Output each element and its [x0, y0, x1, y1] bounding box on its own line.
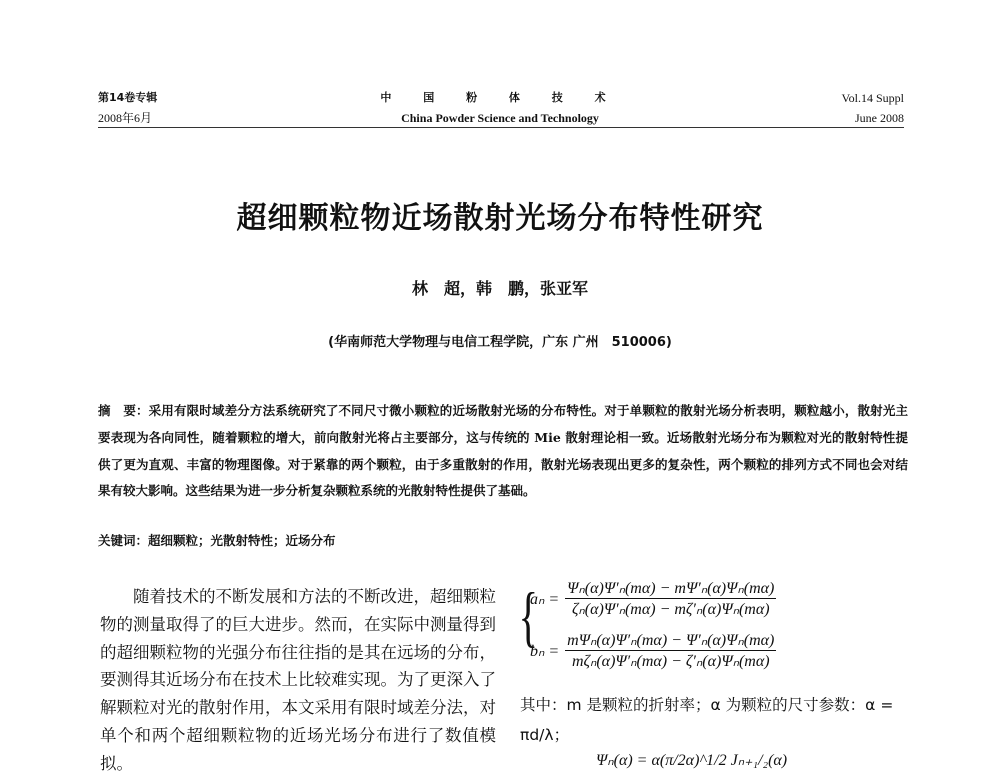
journal-volume-en — [842, 88, 904, 128]
authors: 林 超，韩 鹏，张亚军 — [411, 279, 588, 298]
a-numerator: Ψₙ(α)Ψ′ₙ(mα) − mΨ′ₙ(α)Ψₙ(mα) — [567, 580, 775, 597]
abstract-text: 采用有限时域差分方法系统研究了不同尺寸微小颗粒的近场散射光场的分布特性。对于单颗粒的散射光场分析表明，颗粒越小，散射光主要表现为各向同性，随着颗粒的增大，前向散射光将占主要部分，这与传统的 Mie 散射理论相一致。近场散射光场分布为颗粒对光的散射特性提供了更为直观、丰富的物理图像。对于紧靠的两个颗粒，由于多重散射的作用，散射光场表现出更多的复杂性，两个颗粒的排列方式不同也会对结果有较大影响。这些结果为进一步分析复杂颗粒系统的光散射特性提供了基础。 — [98, 403, 908, 499]
variable-definitions: 其中：m 是颗粒的折射率；α 为颗粒的尺寸参数：α = πd/λ； — [520, 696, 894, 744]
b-lhs: bₙ = — [530, 642, 560, 660]
psi-definition-equation: Ψₙ(α) = α(π/2α)^1/2 Jₙ₊₁/₂(α) — [596, 752, 788, 769]
paper-title: 超细颗粒物近场散射光场分布特性研究 — [236, 201, 764, 236]
keywords — [98, 531, 336, 549]
intro-paragraph: 随着技术的不断发展和方法的不断改进，超细颗粒物的测量取得了的巨大进步。然而，在实际中测量得到的超细颗粒物的光强分布往往指的是其在远场的分布，要测得其近场分布在技术上比较难实现。为了更深入了解颗粒对光的散射作用，本文采用有限时域差分法，对单个和两个超细颗粒物的近场光场分布进行了数值模拟。 — [100, 587, 496, 773]
volume-label: 第14卷专辑 — [98, 91, 158, 104]
abstract-label: 摘 要： — [98, 403, 149, 418]
journal-name-cn: 中 国 粉 体 技 术 — [380, 91, 620, 104]
affiliation: (华南师范大学物理与电信工程学院，广东 广州 510006) — [328, 335, 672, 350]
body-left-column — [100, 583, 496, 773]
date-en: June 2008 — [855, 111, 904, 125]
abstract — [98, 398, 908, 505]
b-denominator: mζₙ(α)Ψ′ₙ(mα) − ζ′ₙ(α)Ψₙ(mα) — [571, 653, 770, 670]
issue-date: 2008年6月 — [98, 111, 153, 125]
a-denominator: ζₙ(α)Ψ′ₙ(mα) − mζ′ₙ(α)Ψₙ(mα) — [571, 601, 770, 618]
journal-name-en: China Powder Science and Technology — [401, 111, 599, 125]
a-lhs: aₙ = — [530, 590, 560, 608]
equation-brace: { — [518, 578, 539, 654]
volume-en: Vol.14 Suppl — [841, 91, 904, 105]
header-rule — [98, 127, 904, 128]
b-numerator: mΨₙ(α)Ψ′ₙ(mα) − Ψ′ₙ(α)Ψₙ(mα) — [567, 632, 775, 649]
keywords-text: 超细颗粒；光散射特性；近场分布 — [148, 533, 336, 548]
keywords-label: 关键词： — [98, 533, 149, 548]
